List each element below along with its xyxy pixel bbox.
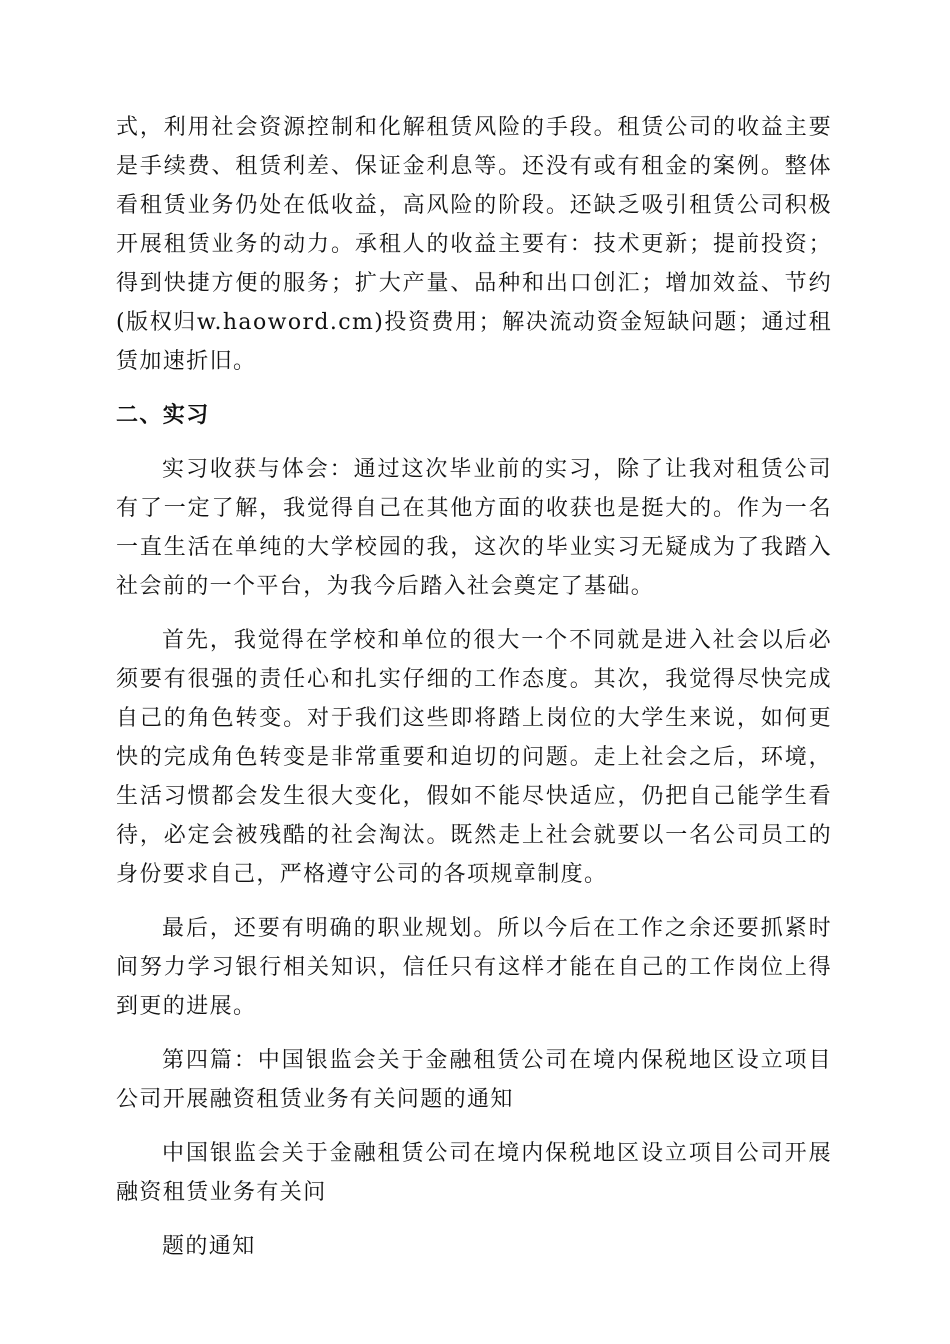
body-paragraph: 实习收获与体会：通过这次毕业前的实习，除了让我对租赁公司有了一定了解，我觉得自己在其他方面的收获也是挺大的。作为一名一直生活在单纯的大学校园的我，这次的毕业实习无疑成为了我踏入社会前的一个平台，为我今后踏入社会奠定了基础。 [116,457,832,599]
body-paragraph: 首先，我觉得在学校和单位的很大一个不同就是进入社会以后必须要有很强的责任心和扎实仔细的工作态度。其次，我觉得尽快完成自己的角色转变。对于我们这些即将踏上岗位的大学生来说，如何更快的完成角色转变是非常重要和迫切的问题。走上社会之后，环境，生活习惯都会发生很大变化，假如不能尽快适应，仍把自己能学生看待，必定会被残酷的社会淘汰。既然走上社会就要以一名公司员工的身份要求自己，严格遵守公司的各项规章制度。 [116,628,832,887]
body-paragraph: 式，利用社会资源控制和化解租赁风险的手段。租赁公司的收益主要是手续费、租赁利差、保证金利息等。还没有或有租金的案例。整体看租赁业务仍处在低收益，高风险的阶段。还缺乏吸引租赁公司积极开展租赁业务的动力。承租人的收益主要有：技术更新；提前投资；得到快捷方便的服务；扩大产量、品种和出口创汇；增加效益、节约(版权归w.haoword.cm)投资费用；解决流动资金短缺问题；通过租赁加速折旧。 [116,115,832,374]
document-body [116,108,832,1281]
body-paragraph: 中国银监会关于金融租赁公司在境内保税地区设立项目公司开展融资租赁业务有关问 [116,1141,832,1205]
body-paragraph: 第四篇：中国银监会关于金融租赁公司在境内保税地区设立项目公司开展融资租赁业务有关问题的通知 [116,1048,832,1112]
section-heading: 二、实习 [116,403,210,428]
body-paragraph: 题的通知 [162,1234,256,1259]
body-paragraph: 最后，还要有明确的职业规划。所以今后在工作之余还要抓紧时间努力学习银行相关知识，信任只有这样才能在自己的工作岗位上得到更的进展。 [116,916,832,1019]
